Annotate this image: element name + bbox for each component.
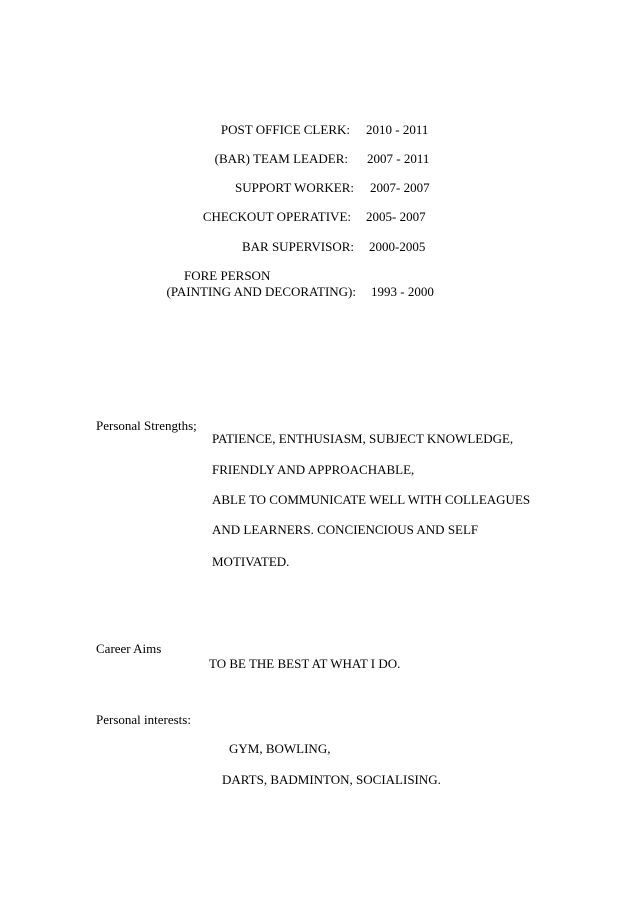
job-years: 2010 - 2011 (366, 122, 429, 137)
job-years: 2005- 2007 (366, 209, 426, 224)
interest-line: GYM, BOWLING, (229, 741, 331, 756)
strength-line: PATIENCE, ENTHUSIASM, SUBJECT KNOWLEDGE, (212, 431, 514, 446)
job-years: 2007 - 2011 (367, 151, 430, 166)
job-title: CHECKOUT OPERATIVE: (202, 209, 351, 224)
job-years: 2007- 2007 (370, 180, 430, 195)
strength-line: ABLE TO COMMUNICATE WELL WITH COLLEAGUES (212, 492, 531, 507)
career-aim-text: TO BE THE BEST AT WHAT I DO. (209, 656, 401, 671)
job-title: BAR SUPERVISOR: (241, 239, 354, 254)
job-title: SUPPORT WORKER: (234, 180, 354, 195)
strength-line: MOTIVATED. (212, 554, 290, 569)
job-years: 1993 - 2000 (371, 284, 434, 299)
strength-line: AND LEARNERS. CONCIENCIOUS AND SELF (212, 522, 479, 537)
section-heading: Personal interests: (96, 712, 191, 727)
job-title: POST OFFICE CLERK: (220, 122, 350, 137)
strength-line: FRIENDLY AND APPROACHABLE, (212, 462, 415, 477)
section-heading: Career Aims (96, 641, 162, 656)
interest-line: DARTS, BADMINTON, SOCIALISING. (222, 772, 441, 787)
job-title-line1: FORE PERSON (184, 268, 271, 283)
job-title: (BAR) TEAM LEADER: (214, 151, 348, 166)
section-heading: Personal Strengths; (96, 418, 197, 433)
job-title-line2: (PAINTING AND DECORATING): (166, 284, 356, 299)
job-years: 2000-2005 (369, 239, 426, 254)
